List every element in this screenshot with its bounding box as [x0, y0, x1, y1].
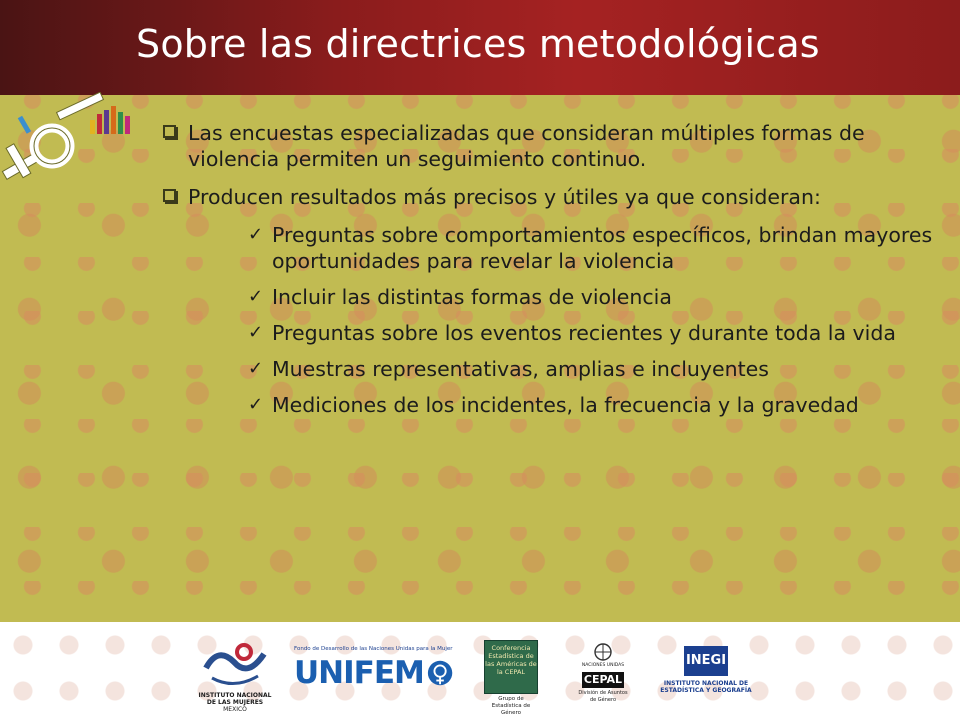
inegi-name: INSTITUTO NACIONAL DE ESTADÍSTICA Y GEOGRAFÍA: [660, 680, 752, 694]
sub-bullet-item: [248, 222, 940, 274]
cepal-logo: [576, 642, 630, 718]
sub-bullet-text: Preguntas sobre comportamientos específicos, brindan mayores oportunidades para revelar la violencia: [272, 223, 933, 273]
un-emblem-icon: [426, 658, 454, 688]
checkmark-icon: ✓: [248, 322, 264, 343]
cea-logo: [484, 640, 542, 718]
cepal-un: NACIONES UNIDAS: [581, 663, 625, 668]
inmujeres-emblem-icon: [198, 638, 272, 688]
cea-text: Conferencia Estadística de las Américas de la CEPAL: [484, 640, 538, 694]
sub-bullet-text: Incluir las distintas formas de violencia: [272, 285, 672, 309]
inmujeres-logo: [198, 638, 272, 718]
checkmark-icon: ✓: [248, 286, 264, 307]
unifem-logo: [294, 646, 454, 714]
bullet-item: [160, 184, 940, 210]
sub-bullet-item: [248, 320, 940, 346]
bullet-text: Las encuestas especializadas que consideran múltiples formas de violencia permiten un seguimiento continuo.: [188, 121, 865, 171]
sponsor-footer: [0, 622, 960, 720]
slide-header: [0, 0, 960, 95]
checkmark-icon: ✓: [248, 224, 264, 245]
sub-bullet-item: [248, 284, 940, 310]
bullet-list: [160, 120, 940, 428]
cepal-wordmark: CEPAL: [583, 673, 623, 686]
inegi-logo: [650, 646, 762, 718]
sub-bullet-text: Muestras representativas, amplias e incluyentes: [272, 357, 769, 381]
bullet-item: [160, 120, 940, 172]
slide-title: Sobre las directrices metodológicas: [136, 22, 820, 66]
square-bullet-icon: [163, 189, 176, 202]
sub-bullet-item: [248, 392, 940, 418]
unifem-tagline: Fondo de Desarrollo de las Naciones Unidas para la Mujer: [294, 646, 453, 652]
checkmark-icon: ✓: [248, 358, 264, 379]
cepal-division: División de Asuntos de Género: [578, 690, 628, 703]
unifem-wordmark: UNIFEM: [294, 655, 424, 691]
sub-bullet-text: Mediciones de los incidentes, la frecuencia y la gravedad: [272, 393, 859, 417]
cea-group: Grupo de Estadística de Género: [491, 696, 531, 716]
un-globe-icon: [591, 642, 615, 662]
checkmark-icon: ✓: [248, 394, 264, 415]
square-bullet-icon: [163, 125, 176, 138]
bullet-text: Producen resultados más precisos y útiles ya que consideran:: [188, 185, 821, 209]
sub-bullet-item: [248, 356, 940, 382]
inegi-wordmark: INEGI: [684, 646, 728, 676]
inmujeres-name: INSTITUTO NACIONAL DE LAS MUJERES: [198, 692, 272, 706]
gender-symbol-logo-icon: [0, 92, 140, 202]
inmujeres-country: MEXICO: [223, 706, 247, 713]
sub-bullet-text: Preguntas sobre los eventos recientes y durante toda la vida: [272, 321, 896, 345]
